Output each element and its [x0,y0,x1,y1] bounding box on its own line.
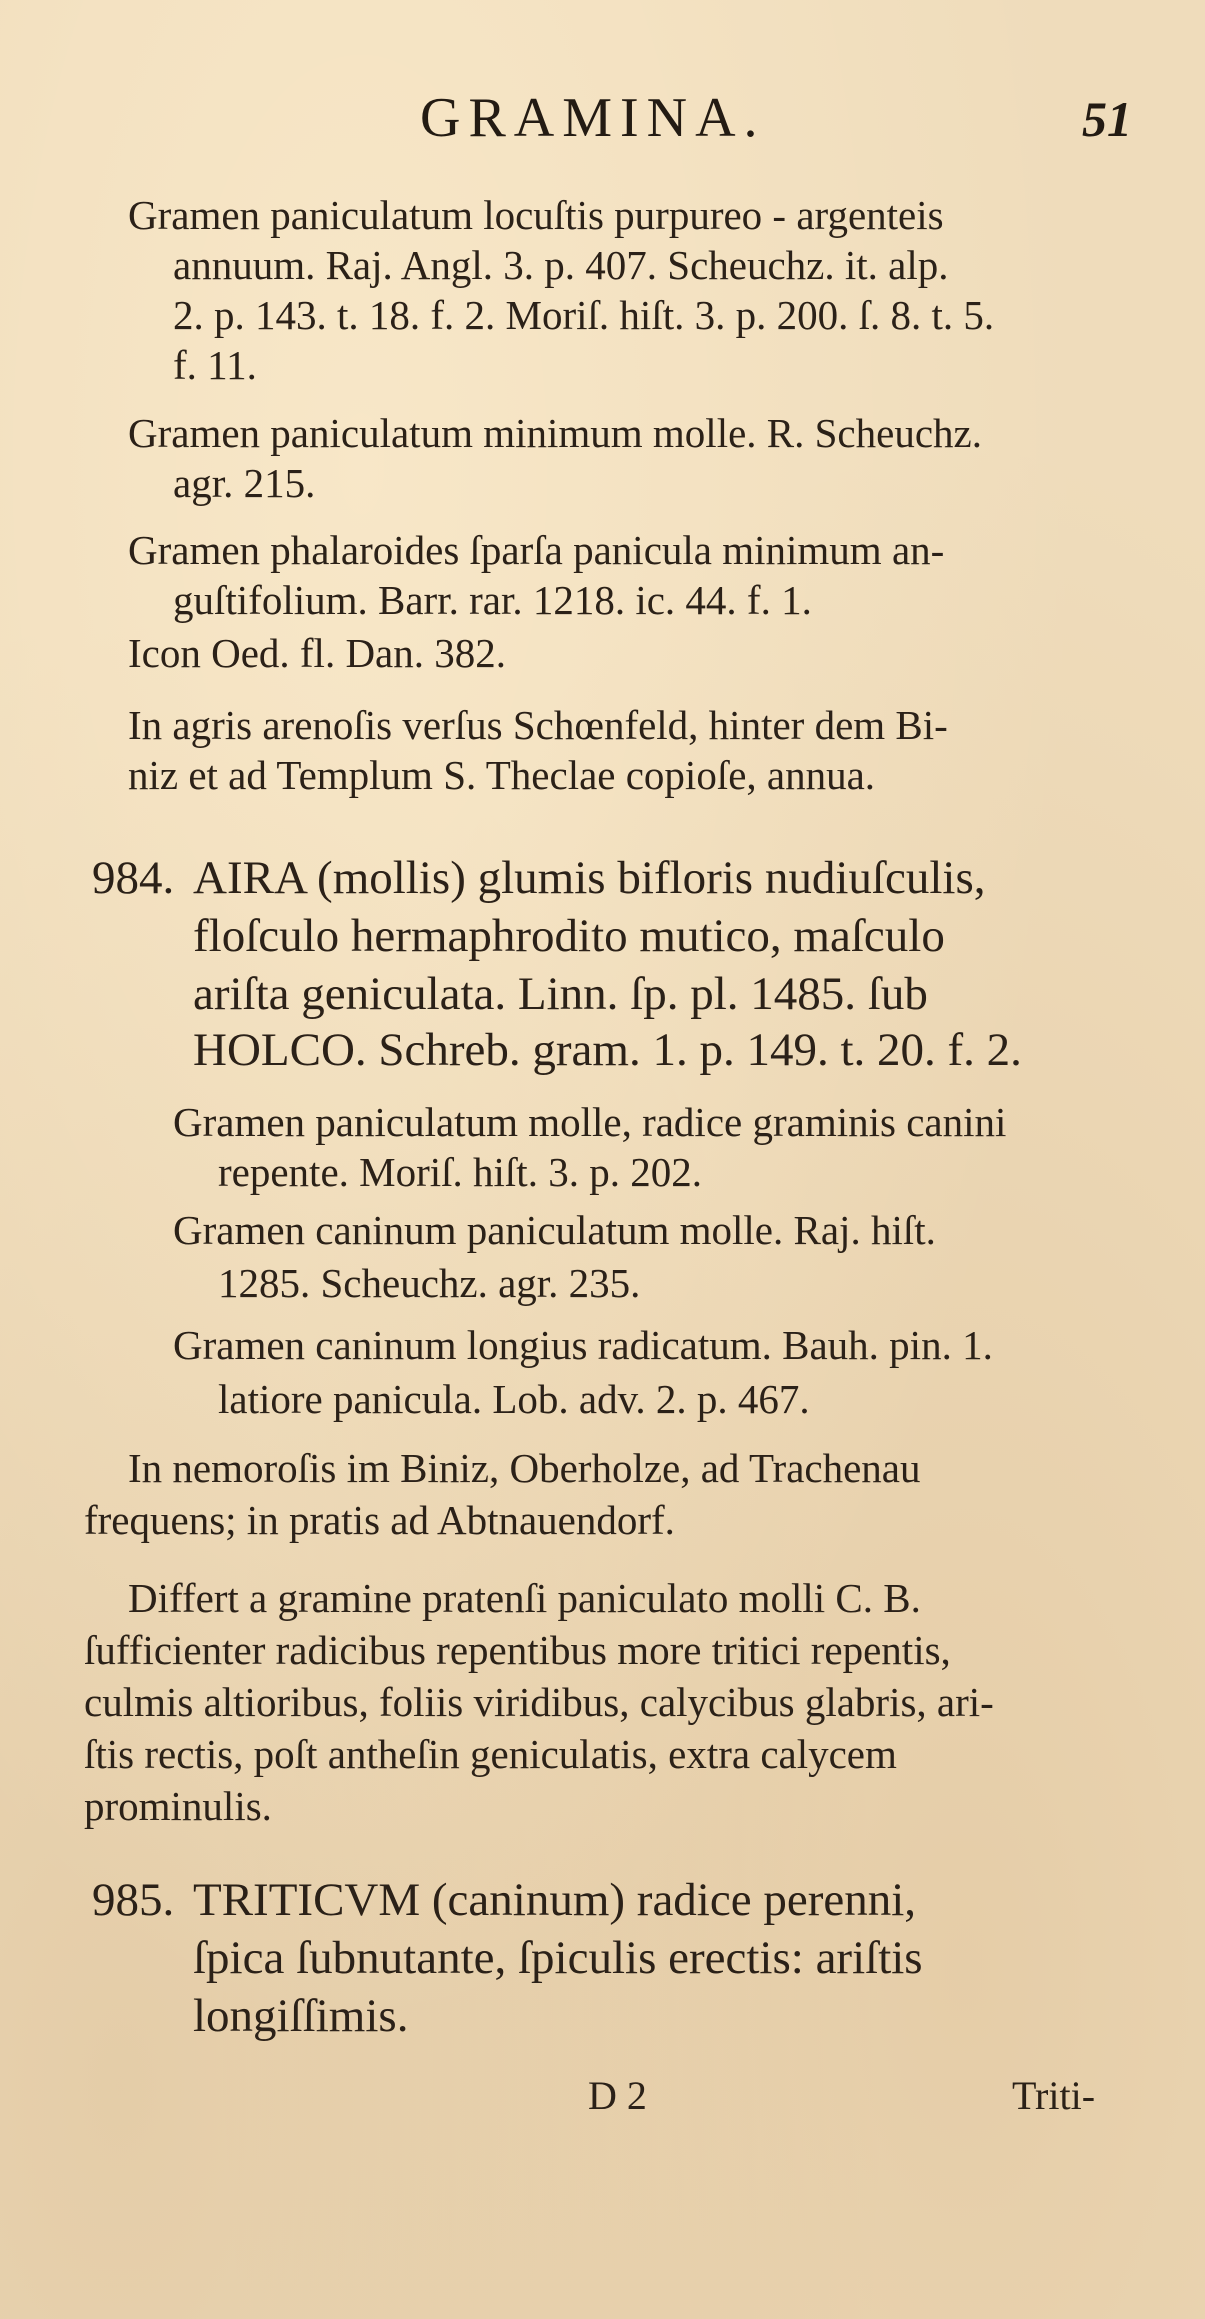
text-line: 1285. Scheuchz. agr. 235. [218,1260,641,1306]
running-title: GRAMINA. [420,87,766,149]
text-line: ſufficienter radicibus repentibus more tritici repentis, [84,1627,951,1673]
text-line: annuum. Raj. Angl. 3. p. 407. Scheuchz. it. alp. [173,242,949,288]
text-line: Gramen caninum longius radicatum. Bauh. pin. 1. [173,1322,993,1368]
text-line: agr. 215. [173,460,316,506]
text-line: TRITICVM (caninum) radice perenni, [193,1874,917,1926]
text-line: AIRA (mollis) glumis bifloris nudiuſculis, [193,852,986,904]
page-number: 51 [1082,91,1132,147]
text-line: frequens; in pratis ad Abtnauendorf. [84,1497,675,1543]
text-line: longiſſimis. [193,1990,409,2042]
text-line: ſpica ſubnutante, ſpiculis erectis: ariſtis [193,1932,923,1984]
text-line: Gramen paniculatum locuſtis purpureo - argenteis [128,192,944,238]
text-line: ariſta geniculata. Linn. ſp. pl. 1485. ſub [193,968,928,1020]
text-line: ſtis rectis, poſt antheſin geniculatis, extra calycem [84,1731,897,1777]
text-line: HOLCO. Schreb. gram. 1. p. 149. t. 20. f. 2. [193,1024,1022,1076]
text-line: Differt a gramine pratenſi paniculato molli C. B. [128,1575,921,1621]
catchword: Triti- [1012,2073,1096,2118]
text-line: In nemoroſis im Biniz, Oberholze, ad Trachenau [128,1445,921,1491]
text-line: repente. Moriſ. hiſt. 3. p. 202. [218,1149,702,1195]
text-line: latiore panicula. Lob. adv. 2. p. 467. [218,1376,810,1422]
page-footer [0,2072,1205,2132]
text-line: Gramen paniculatum molle, radice graminis canini [173,1099,1007,1145]
signature-mark: D 2 [588,2073,647,2118]
running-head [0,86,1205,156]
text-line: culmis altioribus, foliis viridibus, calycibus glabris, ari- [84,1679,994,1725]
text-line: In agris arenoſis verſus Schœnfeld, hinter dem Bi- [128,702,948,748]
text-line: Icon Oed. fl. Dan. 382. [128,630,507,676]
text-line: floſculo hermaphrodito mutico, maſculo [193,910,945,962]
text-line: f. 11. [173,342,257,388]
text-line: prominulis. [84,1783,272,1829]
text-line: niz et ad Templum S. Theclae copioſe, annua. [128,752,876,798]
text-line: 2. p. 143. t. 18. f. 2. Moriſ. hiſt. 3. p. 200. ſ. 8. t. 5. [173,292,995,338]
entry-number: 984. [92,852,175,904]
text-line: Gramen caninum paniculatum molle. Raj. hiſt. [173,1207,936,1253]
text-line: guſtifolium. Barr. rar. 1218. ic. 44. f. 1. [173,577,812,623]
text-line: Gramen paniculatum minimum molle. R. Scheuchz. [128,410,982,456]
text-line: Gramen phalaroides ſparſa panicula minimum an- [128,527,945,573]
entry-number: 985. [92,1874,175,1926]
